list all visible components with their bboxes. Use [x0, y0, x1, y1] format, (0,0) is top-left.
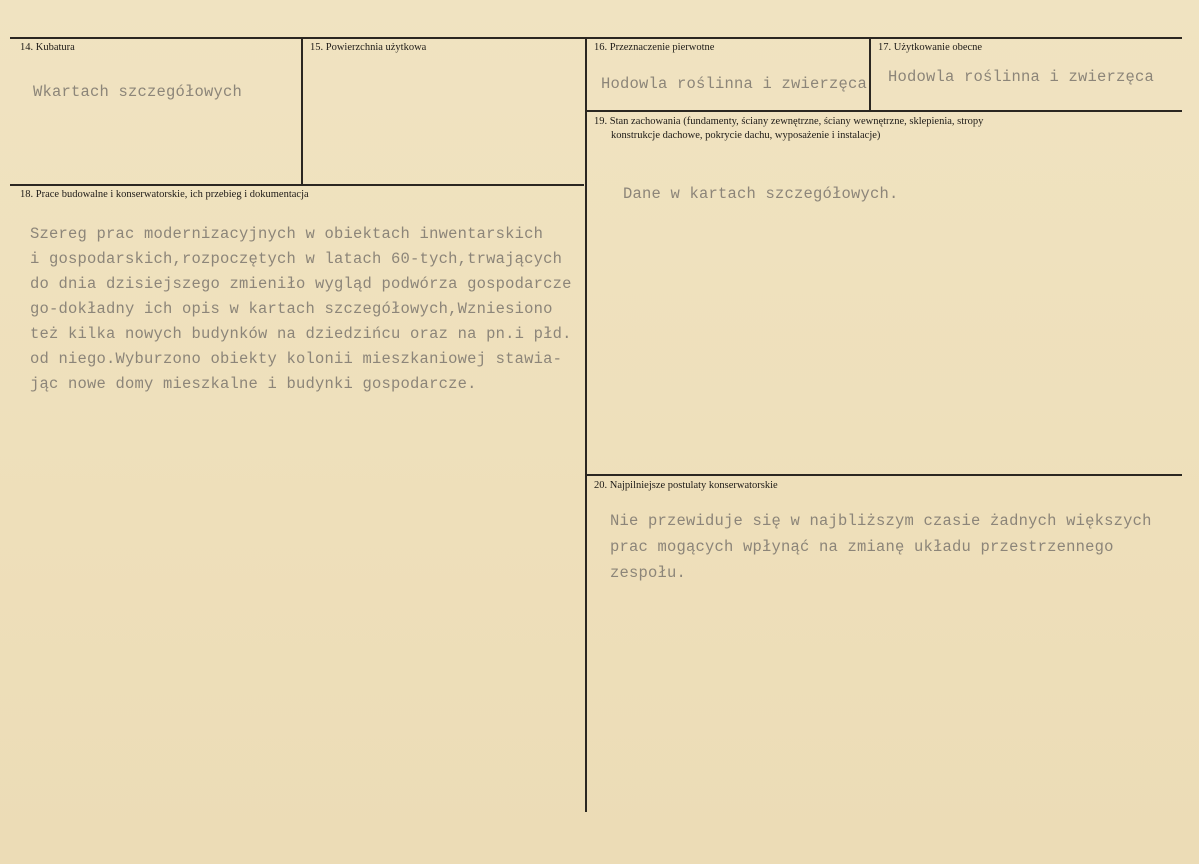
field-16-label: 16. Przeznaczenie pierwotne — [594, 42, 715, 53]
field-14-label: 14. Kubatura — [20, 42, 75, 53]
divider-16-17 — [869, 38, 871, 110]
field-18-line: go-dokładny ich opis w kartach szczegółowych,Wzniesiono — [30, 300, 553, 318]
top-rule — [10, 37, 1182, 39]
field-18-label: 18. Prace budowalne i konserwatorskie, ich przebieg i dokumentacja — [20, 189, 309, 200]
divider-14-15 — [301, 38, 303, 184]
rule-above-20 — [586, 474, 1182, 476]
field-18-line: jąc nowe domy mieszkalne i budynki gospodarcze. — [30, 375, 477, 393]
field-17-value: Hodowla roślinna i zwierzęca — [888, 68, 1155, 86]
field-14-value: Wkartach szczegółowych — [33, 83, 243, 101]
field-16-value: Hodowla roślinna i zwierzęca — [601, 75, 867, 93]
field-18-line: do dnia dzisiejszego zmieniło wygląd podwórza gospodarcze — [30, 275, 572, 293]
field-18-line: i gospodarskich,rozpoczętych w latach 60-tych,trwających — [30, 250, 563, 268]
field-18-line: od niego.Wyburzono obiekty kolonii mieszkaniowej stawia- — [30, 350, 563, 368]
field-20-text — [610, 508, 1152, 586]
field-18-text — [30, 222, 572, 397]
field-20-line: zespołu. — [610, 564, 687, 582]
field-19-label-line-2: konstrukcje dachowe, pokrycie dachu, wyposażenie i instalacje) — [611, 130, 881, 141]
field-18-line: Szereg prac modernizacyjnych w obiektach inwentarskich — [30, 225, 544, 243]
divider-left-right — [585, 38, 587, 812]
rule-above-18 — [10, 184, 584, 186]
field-20-line: prac mogących wpłynąć na zmianę układu przestrzennego — [610, 538, 1114, 556]
rule-above-19 — [586, 110, 1182, 112]
field-17-label: 17. Użytkowanie obecne — [878, 42, 983, 53]
field-15-label: 15. Powierzchnia użytkowa — [310, 42, 427, 53]
field-20-label: 20. Najpilniejsze postulaty konserwatorskie — [594, 480, 778, 491]
field-19-value: Dane w kartach szczegółowych. — [623, 185, 899, 203]
field-19-label-line-1: 19. Stan zachowania (fundamenty, ściany zewnętrzne, ściany wewnętrzne, sklepienia, stropy — [594, 116, 984, 127]
field-18-line: też kilka nowych budynków na dziedzińcu oraz na pn.i płd. — [30, 325, 572, 343]
field-20-line: Nie przewiduje się w najbliższym czasie żadnych większych — [610, 512, 1152, 530]
